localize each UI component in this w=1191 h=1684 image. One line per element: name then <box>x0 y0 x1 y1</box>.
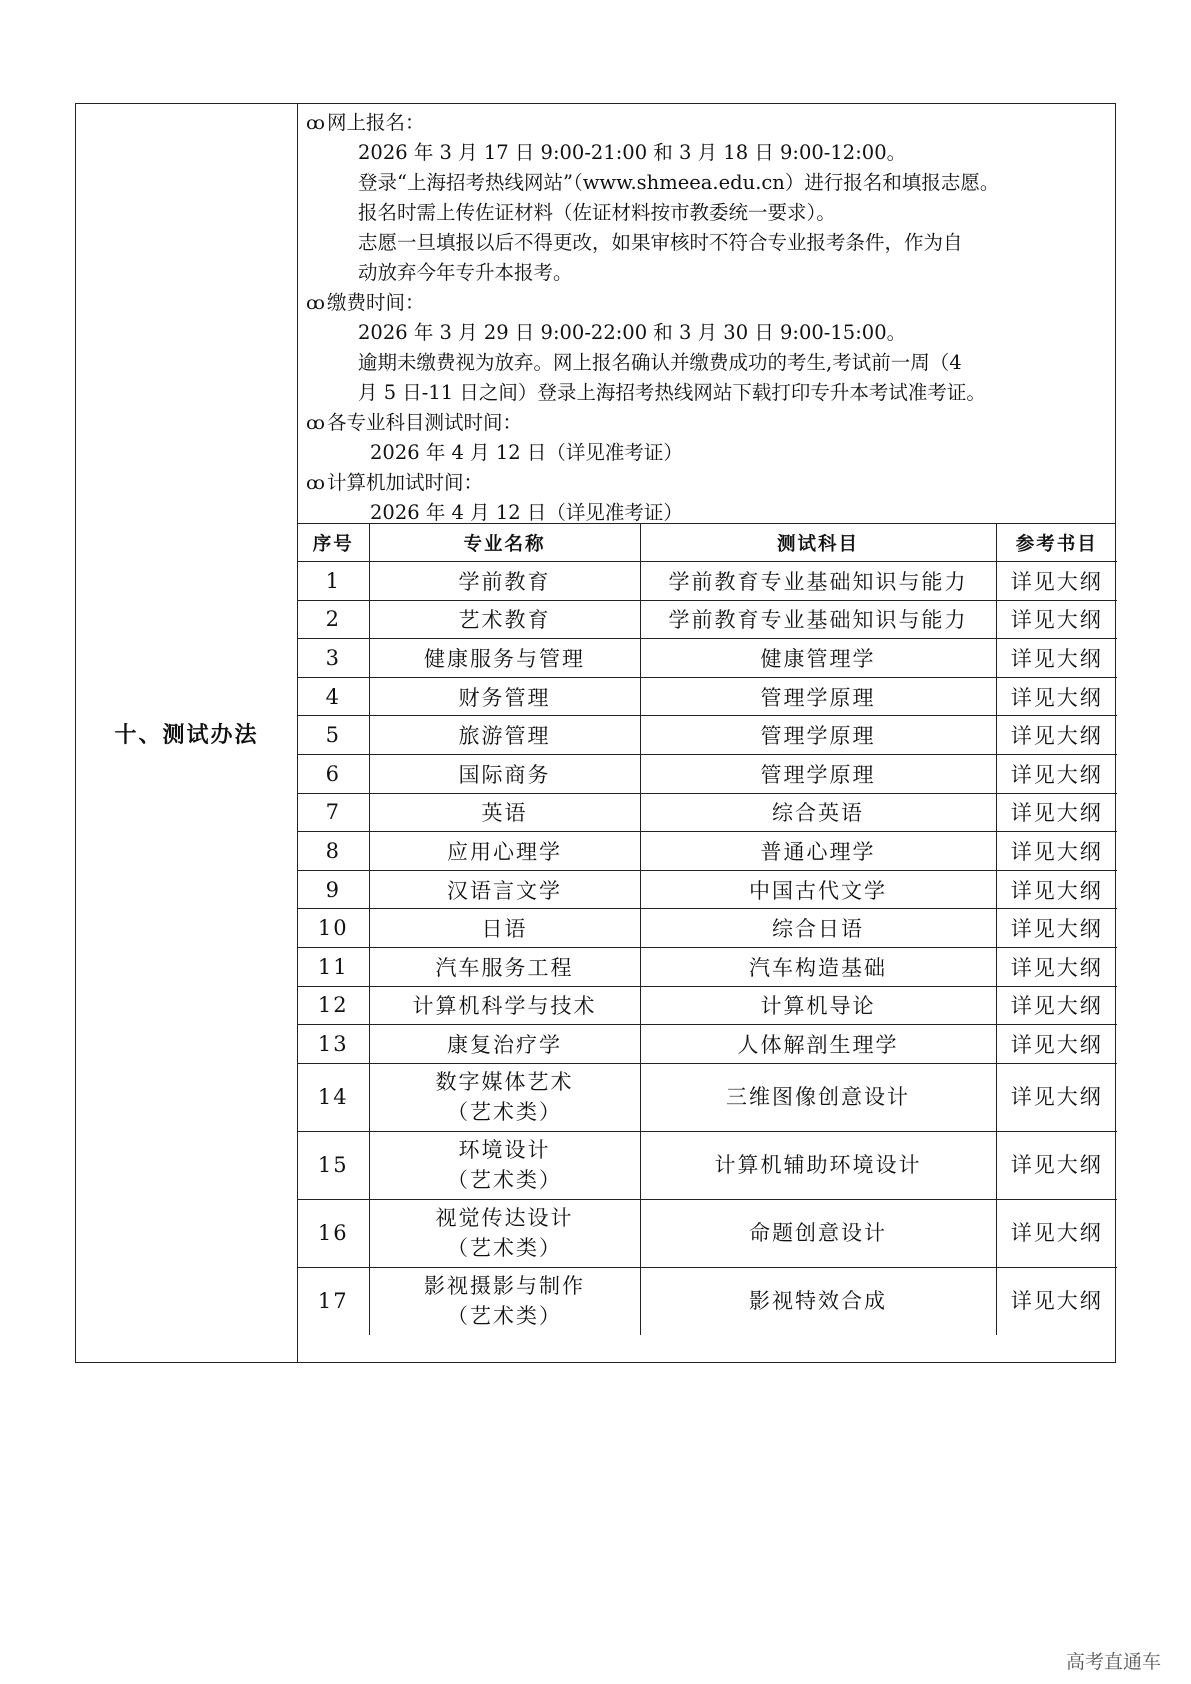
cell-subject: 学前教育专业基础知识与能力 <box>640 562 996 601</box>
major-note: （艺术类） <box>447 1304 562 1329</box>
cell-no: 7 <box>298 793 369 832</box>
cell-reference: 详见大纲 <box>996 600 1117 639</box>
major-note: （艺术类） <box>447 1236 562 1261</box>
cell-major <box>369 1063 640 1131</box>
cell-subject: 管理学原理 <box>640 754 996 793</box>
bullet-icon: ꝏ <box>306 412 325 434</box>
cell-reference: 详见大纲 <box>996 909 1117 948</box>
cell-no: 17 <box>298 1267 369 1335</box>
table-row <box>298 639 1117 678</box>
cell-no: 9 <box>298 870 369 909</box>
table-row <box>298 1063 1117 1131</box>
table-header-row <box>298 524 1117 562</box>
cell-reference: 详见大纲 <box>996 870 1117 909</box>
cell-major: 艺术教育 <box>369 600 640 639</box>
footer-watermark: 高考直通车 <box>1065 1651 1161 1673</box>
cell-no: 6 <box>298 754 369 793</box>
cell-subject: 管理学原理 <box>640 716 996 755</box>
header-major: 专业名称 <box>369 524 640 562</box>
cell-reference: 详见大纲 <box>996 1025 1117 1064</box>
major-note: （艺术类） <box>447 1100 562 1125</box>
cell-reference: 详见大纲 <box>996 716 1117 755</box>
header-no: 序号 <box>298 524 369 562</box>
registration-heading-row <box>306 108 1107 138</box>
payment-heading-row <box>306 288 1107 318</box>
registration-line: 登录“上海招考热线网站”（www.shmeea.edu.cn）进行报名和填报志愿。 <box>358 171 1000 194</box>
cell-subject: 计算机导论 <box>640 986 996 1025</box>
cell-no: 2 <box>298 600 369 639</box>
cell-no: 4 <box>298 677 369 716</box>
cell-subject: 普通心理学 <box>640 832 996 871</box>
cell-major: 健康服务与管理 <box>369 639 640 678</box>
computer-test-heading-row <box>306 468 1107 498</box>
table-row <box>298 1131 1117 1199</box>
registration-line: 志愿一旦填报以后不得更改，如果审核时不符合专业报考条件，作为自 <box>358 231 963 254</box>
registration-line: 报名时需上传佐证材料（佐证材料按市教委统一要求）。 <box>358 201 836 224</box>
cell-major <box>369 1199 640 1267</box>
cell-no: 5 <box>298 716 369 755</box>
table-row <box>298 793 1117 832</box>
registration-line: 2026 年 3 月 17 日 9:00-21:00 和 3 月 18 日 9:00-12:00。 <box>358 141 907 164</box>
table-row <box>298 1025 1117 1064</box>
header-reference: 参考书目 <box>996 524 1117 562</box>
cell-subject: 人体解剖生理学 <box>640 1025 996 1064</box>
table-body <box>298 562 1117 1335</box>
cell-reference: 详见大纲 <box>996 793 1117 832</box>
cell-major: 计算机科学与技术 <box>369 986 640 1025</box>
table-row <box>298 562 1117 601</box>
section-cell <box>76 104 298 1362</box>
subject-test-heading: 各专业科目测试时间： <box>326 411 522 434</box>
cell-major: 汽车服务工程 <box>369 947 640 986</box>
cell-reference: 详见大纲 <box>996 1131 1117 1199</box>
table-row <box>298 716 1117 755</box>
table-row <box>298 986 1117 1025</box>
major-name: 数字媒体艺术 <box>435 1070 574 1095</box>
cell-no: 16 <box>298 1199 369 1267</box>
cell-major: 康复治疗学 <box>369 1025 640 1064</box>
cell-subject: 计算机辅助环境设计 <box>640 1131 996 1199</box>
cell-major: 日语 <box>369 909 640 948</box>
section-title: 十、测试办法 <box>114 722 259 748</box>
table-row <box>298 600 1117 639</box>
cell-no: 14 <box>298 1063 369 1131</box>
table-row <box>298 909 1117 948</box>
cell-subject: 综合日语 <box>640 909 996 948</box>
cell-subject: 中国古代文学 <box>640 870 996 909</box>
table-row <box>298 947 1117 986</box>
cell-no: 10 <box>298 909 369 948</box>
computer-test-heading: 计算机加试时间： <box>326 471 483 494</box>
major-name: 视觉传达设计 <box>435 1206 574 1231</box>
cell-reference: 详见大纲 <box>996 562 1117 601</box>
major-subject-table <box>298 524 1117 1335</box>
cell-subject: 管理学原理 <box>640 677 996 716</box>
header-subject: 测试科目 <box>640 524 996 562</box>
cell-reference: 详见大纲 <box>996 677 1117 716</box>
cell-major <box>369 1131 640 1199</box>
cell-subject: 学前教育专业基础知识与能力 <box>640 600 996 639</box>
content-cell <box>298 104 1115 1362</box>
cell-no: 13 <box>298 1025 369 1064</box>
cell-major: 英语 <box>369 793 640 832</box>
cell-no: 3 <box>298 639 369 678</box>
payment-heading: 缴费时间： <box>326 291 425 314</box>
cell-subject: 汽车构造基础 <box>640 947 996 986</box>
registration-line: 动放弃今年专升本报考。 <box>358 261 573 284</box>
computer-test-line: 2026 年 4 月 12 日（详见准考证） <box>370 501 683 524</box>
major-name: 环境设计 <box>458 1138 551 1163</box>
table-row <box>298 1199 1117 1267</box>
payment-line: 逾期未缴费视为放弃。网上报名确认并缴费成功的考生,考试前一周（4 <box>358 351 962 374</box>
test-method-table-frame <box>75 103 1116 1363</box>
cell-subject: 命题创意设计 <box>640 1199 996 1267</box>
bullet-icon: ꝏ <box>306 292 325 314</box>
table-row <box>298 677 1117 716</box>
cell-subject: 健康管理学 <box>640 639 996 678</box>
cell-no: 11 <box>298 947 369 986</box>
table-row <box>298 832 1117 871</box>
registration-heading: 网上报名： <box>326 111 425 134</box>
cell-reference: 详见大纲 <box>996 947 1117 986</box>
table-row <box>298 754 1117 793</box>
cell-major: 学前教育 <box>369 562 640 601</box>
cell-major: 财务管理 <box>369 677 640 716</box>
payment-line: 2026 年 3 月 29 日 9:00-22:00 和 3 月 30 日 9:00-15:00。 <box>358 321 907 344</box>
major-name: 影视摄影与制作 <box>424 1274 585 1299</box>
cell-reference: 详见大纲 <box>996 1199 1117 1267</box>
schedule-text-block <box>298 104 1115 524</box>
table-row <box>298 870 1117 909</box>
cell-reference: 详见大纲 <box>996 1063 1117 1131</box>
cell-major: 应用心理学 <box>369 832 640 871</box>
subject-test-line: 2026 年 4 月 12 日（详见准考证） <box>370 441 683 464</box>
cell-reference: 详见大纲 <box>996 639 1117 678</box>
cell-reference: 详见大纲 <box>996 832 1117 871</box>
cell-no: 1 <box>298 562 369 601</box>
major-note: （艺术类） <box>447 1168 562 1193</box>
cell-major: 国际商务 <box>369 754 640 793</box>
cell-reference: 详见大纲 <box>996 754 1117 793</box>
cell-reference: 详见大纲 <box>996 1267 1117 1335</box>
bullet-icon: ꝏ <box>306 472 325 494</box>
cell-subject: 综合英语 <box>640 793 996 832</box>
cell-no: 12 <box>298 986 369 1025</box>
cell-major <box>369 1267 640 1335</box>
cell-major: 汉语言文学 <box>369 870 640 909</box>
cell-subject: 影视特效合成 <box>640 1267 996 1335</box>
cell-subject: 三维图像创意设计 <box>640 1063 996 1131</box>
subject-test-heading-row <box>306 408 1107 438</box>
cell-reference: 详见大纲 <box>996 986 1117 1025</box>
cell-major: 旅游管理 <box>369 716 640 755</box>
bullet-icon: ꝏ <box>306 112 325 134</box>
cell-no: 8 <box>298 832 369 871</box>
table-row <box>298 1267 1117 1335</box>
payment-line: 月 5 日-11 日之间）登录上海招考热线网站下载打印专升本考试准考证。 <box>358 381 986 404</box>
cell-no: 15 <box>298 1131 369 1199</box>
